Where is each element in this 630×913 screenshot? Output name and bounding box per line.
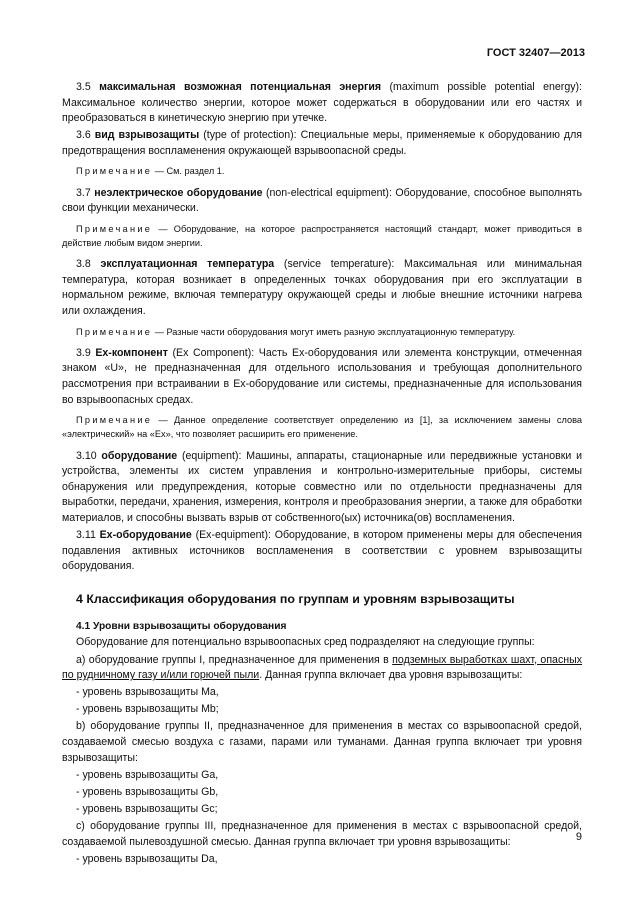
term: Ex-оборудование <box>99 529 192 542</box>
note-label: Примечание <box>76 166 153 177</box>
page-number: 9 <box>575 831 582 843</box>
note-label: Примечание <box>76 223 153 234</box>
group-ii-paragraph: b) оборудование группы II, предназначенное для применения в местах со взрывоопасной средой, создаваемой смесью воздуха с газами, парами или туманами. Данная группа включает три уровня взрывозащиты: <box>62 720 582 764</box>
groups-intro: Оборудование для потенциально взрывоопасных сред подразделяют на следующие группы: <box>76 636 535 649</box>
term: эксплуатационная температура <box>100 258 275 271</box>
definition-3-8: 3.8 эксплуатационная температура (service temperature): Максимальная или минимальная температура, которая возникает в определенных точках оборудования при его эксплуатации в нормальном режиме, включая температуру окружающей среды и любые внешние источники нагрева или охлаждения. <box>62 258 583 318</box>
term: максимальная возможная потенциальная энергия <box>99 81 382 93</box>
subsection-4-1-heading: 4.1 Уровни взрывозащиты оборудования <box>76 620 287 632</box>
page-body <box>62 80 582 869</box>
definition-3-9: 3.9 Ex-компонент (Ex Component): Часть Ex-оборудования или элемента конструкции, отмеченная знаком «U», не предназначенная для отдельного использования и требующая дополнительного рассмотрения при встраивании в Ex-оборудование или системы, предназначенные для использования во взрывоопасных средах. <box>62 346 583 406</box>
definition-3-10: 3.10 оборудование (equipment): Машины, аппараты, стационарные или передвижные установки и устройства, элементы их систем управления и контрольно-измерительные приборы, системы обнаружения или предупреждения, которые совместно или по отдельности предназначены для выработки, передачи, хранения, измерения, контроля и преобразования энергии, а также для обработки материалов, и способны вызвать взрыв от собственного(ых) источника(ов) воспламенения. <box>62 449 582 524</box>
list-item: - уровень взрывозащиты Mb; <box>76 703 219 716</box>
term: Ex-компонент <box>95 346 168 359</box>
note-3-7: Примечание — Оборудование, на которое распространяется настоящий стандарт, может приводиться в действие любым видом энергии. <box>62 223 582 249</box>
list-item: - уровень взрывозащиты Ga, <box>76 768 219 781</box>
term: неэлектрическое оборудование <box>94 186 263 199</box>
standard-code: ГОСТ 32407—2013 <box>486 47 585 59</box>
list-item: - уровень взрывозащиты Gc; <box>76 802 218 815</box>
definition-3-7: 3.7 неэлектрическое оборудование (non-electrical equipment): Оборудование, способное выполнять свои функции механически. <box>62 186 582 215</box>
note-label: Примечание <box>76 415 153 426</box>
section-4-heading: 4 Классификация оборудования по группам и уровням взрывозащиты <box>76 591 515 606</box>
note-3-6: Примечание — См. раздел 1. <box>76 166 225 177</box>
definition-3-6: 3.6 вид взрывозащиты (type of protection): Специальные меры, применяемые к оборудованию для предотвращения воспламенения окружающей взрывоопасной среды. <box>62 129 583 157</box>
note-label: Примечание <box>76 326 153 337</box>
definition-3-5: 3.5 максимальная возможная потенциальная энергия (maximum possible potential energy): Максимальное количество энергии, которое может содержаться в оборудовании или его частях и преобразоваться в кинетическую энергию при утечке. <box>62 81 582 125</box>
group-i-paragraph: а) оборудование группы I, предназначенное для применения в подземных выработках шахт, опасных по рудничному газу и/или горючей пыли. Данная группа включает два уровня взрывозащиты: <box>62 653 583 682</box>
term: оборудование <box>101 449 178 462</box>
term: вид взрывозащиты <box>94 129 200 142</box>
list-item: - уровень взрывозащиты Gb, <box>76 785 219 798</box>
note-3-8: Примечание — Разные части оборудования могут иметь разную эксплуатационную температуру. <box>76 326 516 337</box>
list-item: - уровень взрывозащиты Ma, <box>76 686 219 699</box>
underlined-text: подземных выработках шахт, опасных по рудничному газу и/или горючей пыли <box>62 653 583 682</box>
note-3-9: Примечание — Данное определение соответствует определению из [1], за исключением замены слова «электрический» на «Ex», что позволяет расширить его применение. <box>62 415 582 440</box>
definition-3-11: 3.11 Ex-оборудование (Ex-equipment): Оборудование, в котором применены меры для обеспечения подавления активных источников воспламенения в соответствии с уровнем взрывозащиты оборудования. <box>62 529 582 573</box>
list-item: - уровень взрывозащиты Da, <box>76 852 218 865</box>
group-iii-paragraph: с) оборудование группы III, предназначенное для применения в местах с взрывоопасной средой, создаваемой пылевоздушной смесью. Данная группа включает три уровня взрывозащиты: <box>62 820 582 848</box>
